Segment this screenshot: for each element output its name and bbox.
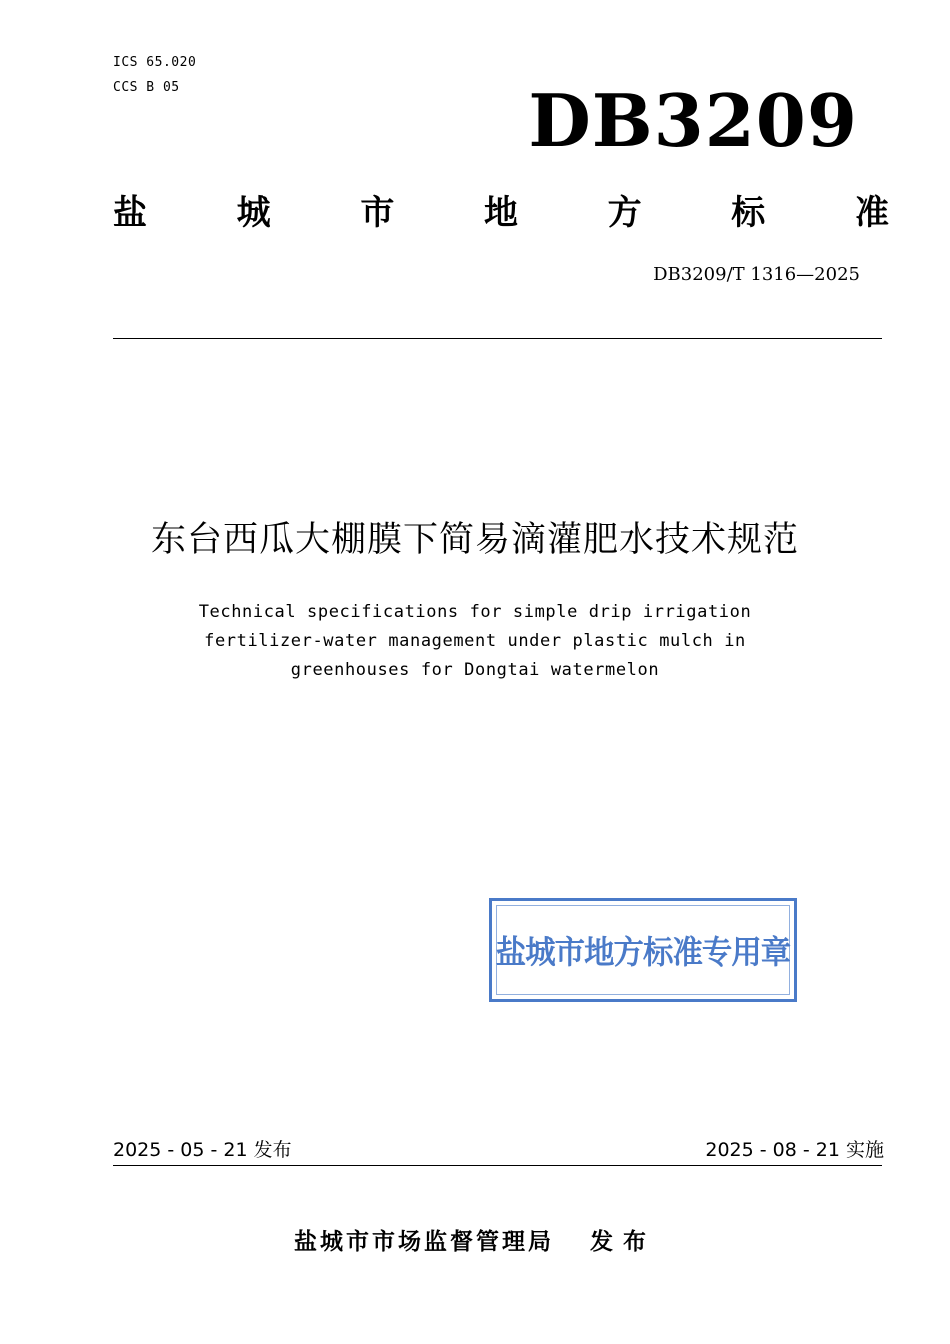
top-divider (113, 338, 882, 339)
ics-code: ICS 65.020 (113, 55, 197, 70)
db-logo: DB3209 (528, 78, 858, 163)
publisher-action: 发布 (590, 1229, 656, 1255)
implementation-date: 2025 - 08 - 21 实施 (705, 1139, 884, 1161)
bottom-divider (113, 1165, 882, 1166)
publisher-organization: 盐城市市场监督管理局 (294, 1229, 554, 1255)
standard-type-char: 准 (854, 192, 889, 233)
standard-type-char: 城 (236, 192, 271, 233)
standard-type-char: 地 (483, 192, 518, 233)
standard-type-heading (113, 184, 889, 234)
title-english-line: Technical specifications for simple drip irrigation (198, 602, 752, 622)
issue-date: 2025 - 05 - 21 发布 (113, 1139, 292, 1161)
standard-type-char: 方 (607, 192, 642, 233)
classification-codes (113, 50, 196, 100)
stamp-text: 盐城市地方标准专用章 (495, 933, 791, 971)
standard-type-char: 盐 (113, 192, 147, 233)
official-seal-stamp (489, 898, 797, 1002)
standard-number: DB3209/T 1316—2025 (653, 264, 860, 285)
title-chinese: 东台西瓜大棚膜下简易滴灌肥水技术规范 (150, 520, 799, 560)
title-english (150, 598, 800, 685)
ccs-code: CCS B 05 (113, 80, 180, 95)
title-english-line: fertilizer-water management under plastic mulch in (204, 631, 746, 651)
publisher (0, 1226, 950, 1258)
standard-type-char: 标 (731, 192, 766, 233)
standard-type-char: 市 (360, 192, 395, 233)
title-english-line: greenhouses for Dongtai watermelon (290, 660, 660, 680)
